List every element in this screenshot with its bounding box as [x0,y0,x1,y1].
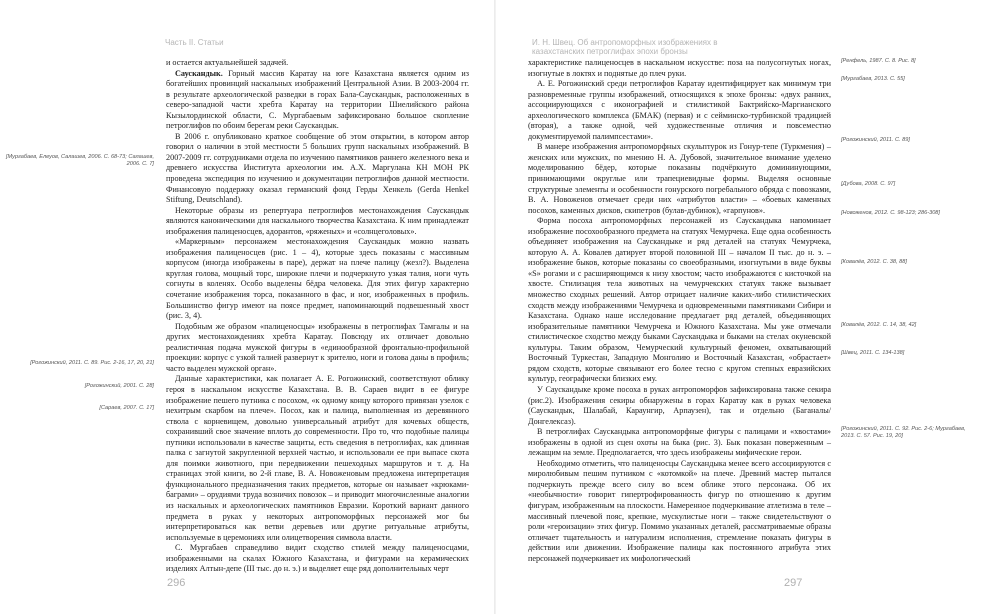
right-page [496,0,991,614]
paragraph [166,322,469,375]
paragraph-text: Горный массив Каратау на юге Казахстана является одним из богатейших провинций наскальных изображений Центральной Азии. В 2003-2004 гг. в результате археологической разведки в горах Бала-Саускандык, расположенных в северо-западной части хребта Каратау на территории Шиелийского района Кызылординской области, С. Мургабаевым зафиксировано большое скопление петроглифов по обоим берегам реки Саускандык. [166,68,469,131]
left-page [0,0,495,614]
paragraph [528,459,831,564]
margin-note: [Ренфель, 1987. С. 8. Рис. 8] [841,58,916,64]
paragraph [166,132,469,206]
paragraph-text: Некоторые образы из репертуара петроглифов местонахождения Саускандык являются каноническими для наскального творчества Казахстана. К ним принадлежат изображения палиценосцев, адорантов, «ряженых» и «солнцеголовых». [166,205,469,236]
body-text-left [166,58,469,575]
paragraph-text: и остается актуальнейшей задачей. [166,58,289,67]
paragraph-text: Необходимо отметить, что палиценосцы Саускандыка менее всего ассоциируются с миролюбивым пешим путником с «котомкой» на плече. Древний мастер пытался подчеркнуть прежде всего силу во всем облике этого персонажа. Об их «необычности» говорит гипертрофированность фигур по отношению к другим фигурам, изображенным на плоскости. Намеренное подчеркивание атлетизма в теле – массивный плечевой пояс, крепкие, мускулистые ноги – также свидетельствуют о роли «героизации» этих фигур. Помимо указанных деталей, рассматриваемые образы отличает тщательность и натурализм исполнения, стремление показать фигуры в действии или движении. Изображение палицы как постоянного атрибута этих персонажей подчеркивает их мифологический [528,458,831,563]
paragraph [528,427,831,459]
paragraph [528,58,831,79]
paragraph-text: А. Е. Рогожинский среди петроглифов Каратау идентифицирует как минимум три разновременные группы изображений, относящихся к эпохе бронзы: «двух ранних, ассоциирующихся с иконографией и стилистикой Бактрийско-Маргианского археологического комплекса (БМАК) (первая) и с сейминско-турбинской традицией (вторая), а также одной, чей художественные отличия и повсеместно документируемой палимпсестами». [528,79,831,141]
section-heading: Саускандык. [175,68,223,78]
margin-note: [Сараев, 2007. С. 17] [99,405,154,411]
running-head-left: Часть II. Статьи [165,38,224,47]
paragraph-text: В петроглифах Саускандыка антропоморфные фигуры с палицами и «хвостами» изображены в одной из сцен охоты на быка (рис. 3). Бык показан поверженным – лежащим на земле. Предполагается, что здесь изображены мифические герои. [528,427,831,458]
paragraph [166,543,469,575]
running-head-right: И. Н. Швец. Об антропоморфных изображениях в казахстанских петроглифах эпохи бронзы [532,38,718,56]
body-text-right [528,58,831,564]
paragraph-text: Данные характеристики, как полагает А. Е. Рогожинский, соответствуют облику героя в наскальном искусстве Казахстана. В. В. Сараев видит в ее фигуре изображение пешего путника с посохом, «к одному концу которого привязан узелок с нехитрым скарбом на плече». Посох, как и палица, выполненная из деревянного ствола с корневищем, довольно универсальный атрибут для кочевых обществ, сохранивший свое значение вплоть до современности. Про то, что подобные палицы путники использовали в качестве защиты, есть сведения в петроглифах, как длинная палка с загнутой закругленной верхней частью, и использовали ее при выпасе скота для поимки животного, при передвижении пешеходных маршрутов и т. д. На страницах этой книги, во 2-й главе, В. А. Новоженовым предложена интерпретация функционального предназначения таких предметов, которые он называет «крюками-баграми» – орудиями труда возничих повозок – и приводит многочисленные аналогии из наскальных и археологических памятников Евразии. Короткий вариант данного предмета в руках у некоторых антропоморфных персонажей мог бы интерпретироваться как ветви деревьев или другие ритуальные атрибуты, используемые в церемониях или олицетворения символа власти. [166,374,469,542]
margin-note: [Мургабаев, 2013. С. 55] [841,76,905,82]
margin-note: [Швец, 2011. С. 134-138] [841,350,905,356]
page-number-right: 297 [784,577,803,589]
margin-note: [Рогожинский, 2011. С. 92. Рис. 2-6; Мургабаев, 2013. С. 57. Рис. 19, 20] [841,426,966,439]
margin-note: [Дубова, 2008. С. 97] [841,181,896,187]
paragraph [166,69,469,132]
paragraph [528,385,831,427]
paragraph [528,79,831,142]
paragraph [166,237,469,321]
paragraph [528,216,831,385]
paragraph [166,58,469,69]
paragraph-text: У Саускандыке кроме посоха в руках антропоморфов зафиксирована также секира (рис.2). Изображения секиры обнаружены в горах Каратау как в руках человека (Саускандык, Шалабай, Караунгир, Арпаузен), так и отдельно (Баганалы/Донгелексаз). [528,384,831,426]
paragraph [528,142,831,216]
page-number-left: 296 [167,577,186,589]
margin-note: [Новоженов, 2012. С. 98-123; 286-308] [841,210,940,216]
margin-note: [Ковалёв, 2012. С. 38, 88] [841,259,907,265]
paragraph-text: характеристике палиценосцев в наскальном искусстве: поза на полусогнутых ногах, изогнутые в локтях и поднятые до плеч руки. [528,58,831,78]
paragraph-text: Форма посоха антропоморфных персонажей из Саускандыка напоминает изображение посохообразного предмета на статуях Чемурчека. Еще одна особенность объединяет изображения на Саускандыке и ряд деталей на статуях Чемурчека, которую А. А. Ковалев датирует второй половиной III – началом II тыс. до н. э. – изображение быков, которые показаны со своеобразными, изогнутыми в виде буквы «S» рогами и с расширяющимся к низу хвостом; часто изображаются с кисточкой на хвосте. Стилизация тела животных на чемурчекских статуях также вызывает множество сходных решений. Автор отрицает наличие каких-либо стилистических сходств между изображениями Чемурчека и одновременными памятниками Сибири и Казахстана. Однако наше исследование предлагает ряд деталей, объединяющих изобразительные памятники Чемурчека и Южного Казахстана. Мы уже отмечали стилистическое сходство между быками Саускандыка и быками на стелах окуневской культуры. Таким образом, Чемурческий культурный феномен, охватывающий Восточный Туркестан, Западную Монголию и Восточный Казахстан, «обрастает» рядом сходств, которые связывают его более тесно с кругом степных евразийских культур, географически близких ему. [528,216,831,384]
paragraph-text: «Маркерным» персонажем местонахождения Саускандык можно назвать изображения палиценосцев (рис. 1 – 4), которые здесь показаны с массивным корпусом (иногда изображены в паре), держат на плече палицу (жезл?). Выделена круглая голова, мощный торс, широкие плечи и подчеркнуто узкая талия, ноги чуть согнуты в коленях. Особо выделены бёдра человека. Для этих фигур характерно сочетание изображения торса, показанного в фас, и ног, изображенных в профиль. Большинство фигур имеют на поясе предмет, напоминающий подвешенный хвост (рис. 3, 4). [166,237,469,321]
margin-note: [Рогожинский, 2001. С. 28] [84,383,154,389]
paragraph-text: В манере изображения антропоморфных скульптурок из Гонур-тепе (Туркмения) – женских или мужских, по мнению Н. А. Дубовой, значительное внимание уделено моделированию бёдер, которые показаны подчёркнуто домининующими, принимающими округлые или трапециевидные формы. Выделяя основные структурные элементы и особенности гонурского погребального обряда с повозками, В. А. Новоженов отмечает среди них «атрибутов власти» – «боевых каменных посохов, каменных дисков, скипетров (булав-дубинок), «гарпунов». [528,142,831,215]
margin-note: [Мургабаев, Елеуов, Салашев, 2006. С. 68-73; Салашев, 2006. С. 7] [5,154,154,167]
margin-note: [Рогожинский, 2011. С. 89] [841,137,910,143]
paragraph [166,206,469,238]
paragraph-text: С. Мургабаев справедливо видит сходство стилей между палиценосцами, изображенными на скалах Южного Казахстана, и фигурами на керамических изделиях Алтын-депе (III тыс. до н. э.) и выделяет еще ряд дополнительных черт [166,543,469,574]
paragraph-text: Подобным же образом «палиценосцы» изображены в петроглифах Тамгалы и на других местонахождениях хребта Каратау. Повсюду их отличает довольно реалистичная подача мужской фигуры в «единообразной фронтально-профильной проекции: корпус с узкой талией развернут к зрителю, ноги и голова даны в профиль; часто выделен мужской орган». [166,321,469,373]
margin-note: [Рогожинский, 2011. С. 89. Рис. 2-16, 17, 20, 21] [30,360,154,366]
paragraph [166,374,469,543]
margin-note: [Ковалёв, 2012. С. 14, 38, 42] [841,322,917,328]
paragraph-text: В 2006 г. опубликовано краткое сообщение об этом открытии, в котором автор говорил о наличии в этой местности 5 больших групп наскальных изображений. В 2007-2009 гг. сотрудниками отдела по изучению памятников раннего железного века и древнего искусства Института археологии им. А.Х. Маргулана КН МОН РК проведена экспедиция по изучению и документации петроглифов данной местности. Финансовую поддержку оказал германский фонд Герды Хенкель (Gerda Henkel Stiftung, Deutschland). [166,131,469,205]
